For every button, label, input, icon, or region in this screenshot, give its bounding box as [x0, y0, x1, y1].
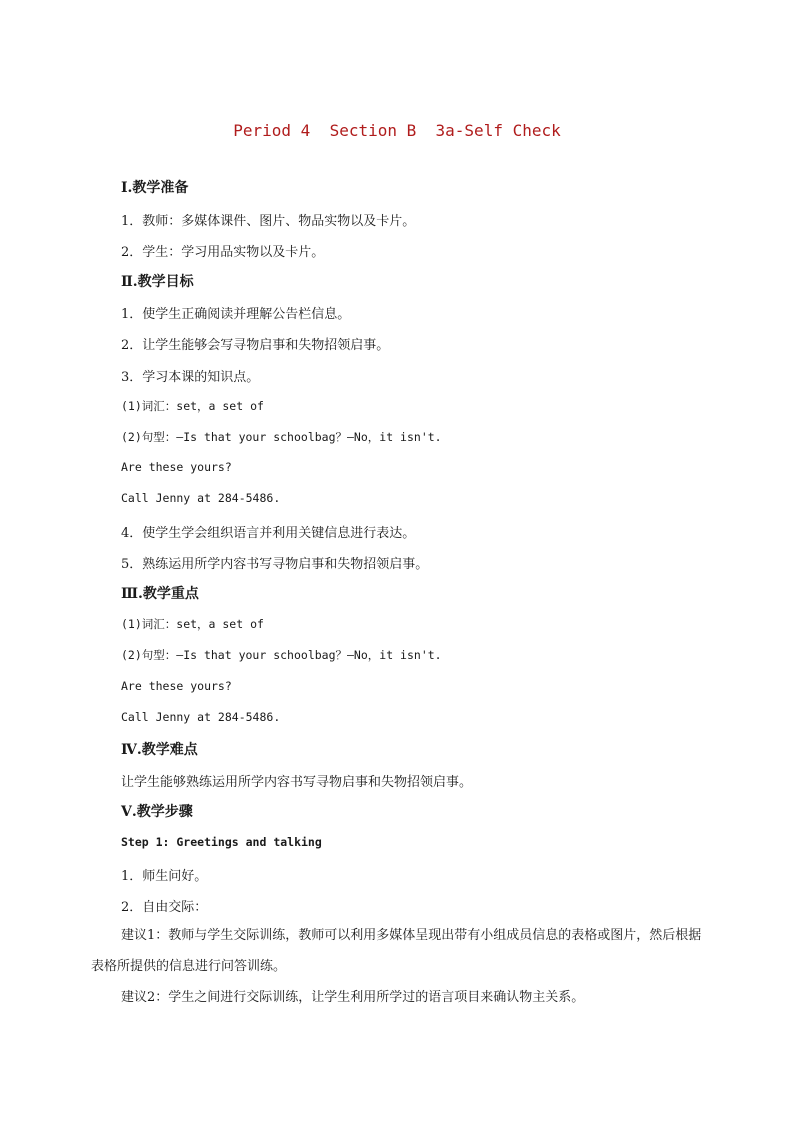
list-item: (2)句型：—Is that your schoolbag？—No，it isn't.	[121, 648, 442, 662]
section-heading-key-points: Ⅲ.教学重点	[121, 586, 199, 602]
list-item: 1．使学生正确阅读并理解公告栏信息。	[121, 307, 351, 322]
section-heading-difficulties: Ⅳ.教学难点	[121, 742, 198, 758]
list-item: 3．学习本课的知识点。	[121, 370, 260, 385]
section-heading-steps: Ⅴ.教学步骤	[121, 804, 193, 820]
list-item: 2．自由交际：	[121, 900, 208, 915]
list-item: Are these yours?	[121, 679, 232, 693]
section-heading-objectives: Ⅱ.教学目标	[121, 274, 194, 290]
list-item: 1．师生问好。	[121, 869, 208, 884]
list-item: 5．熟练运用所学内容书写寻物启事和失物招领启事。	[121, 557, 429, 572]
list-item: Call Jenny at 284-5486.	[121, 710, 281, 724]
list-item: Call Jenny at 284-5486.	[121, 491, 281, 505]
list-item: Are these yours?	[121, 460, 232, 474]
page-title: Period 4 Section B 3a-Self Check	[233, 121, 561, 140]
list-item: (2)句型：—Is that your schoolbag？—No，it isn't.	[121, 430, 442, 444]
list-item: 1．教师：多媒体课件、图片、物品实物以及卡片。	[121, 214, 416, 229]
list-item: 2．学生：学习用品实物以及卡片。	[121, 245, 325, 260]
section-heading-preparation: Ⅰ.教学准备	[121, 180, 189, 196]
list-item: (1)词汇：set，a set of	[121, 399, 264, 413]
list-item: (1)词汇：set，a set of	[121, 617, 264, 631]
suggestion-paragraph: 建议2：学生之间进行交际训练，让学生利用所学过的语言项目来确认物主关系。	[121, 990, 585, 1005]
step-heading: Step 1: Greetings and talking	[121, 835, 322, 849]
paragraph: 让学生能够熟练运用所学内容书写寻物启事和失物招领启事。	[121, 775, 473, 790]
suggestion-paragraph: 建议1：教师与学生交际训练，教师可以利用多媒体呈现出带有小组成员信息的表格或图片，然后根据表格所提供的信息进行问答训练。	[91, 928, 702, 974]
list-item: 2．让学生能够会写寻物启事和失物招领启事。	[121, 338, 390, 353]
list-item: 4．使学生学会组织语言并利用关键信息进行表达。	[121, 526, 416, 541]
